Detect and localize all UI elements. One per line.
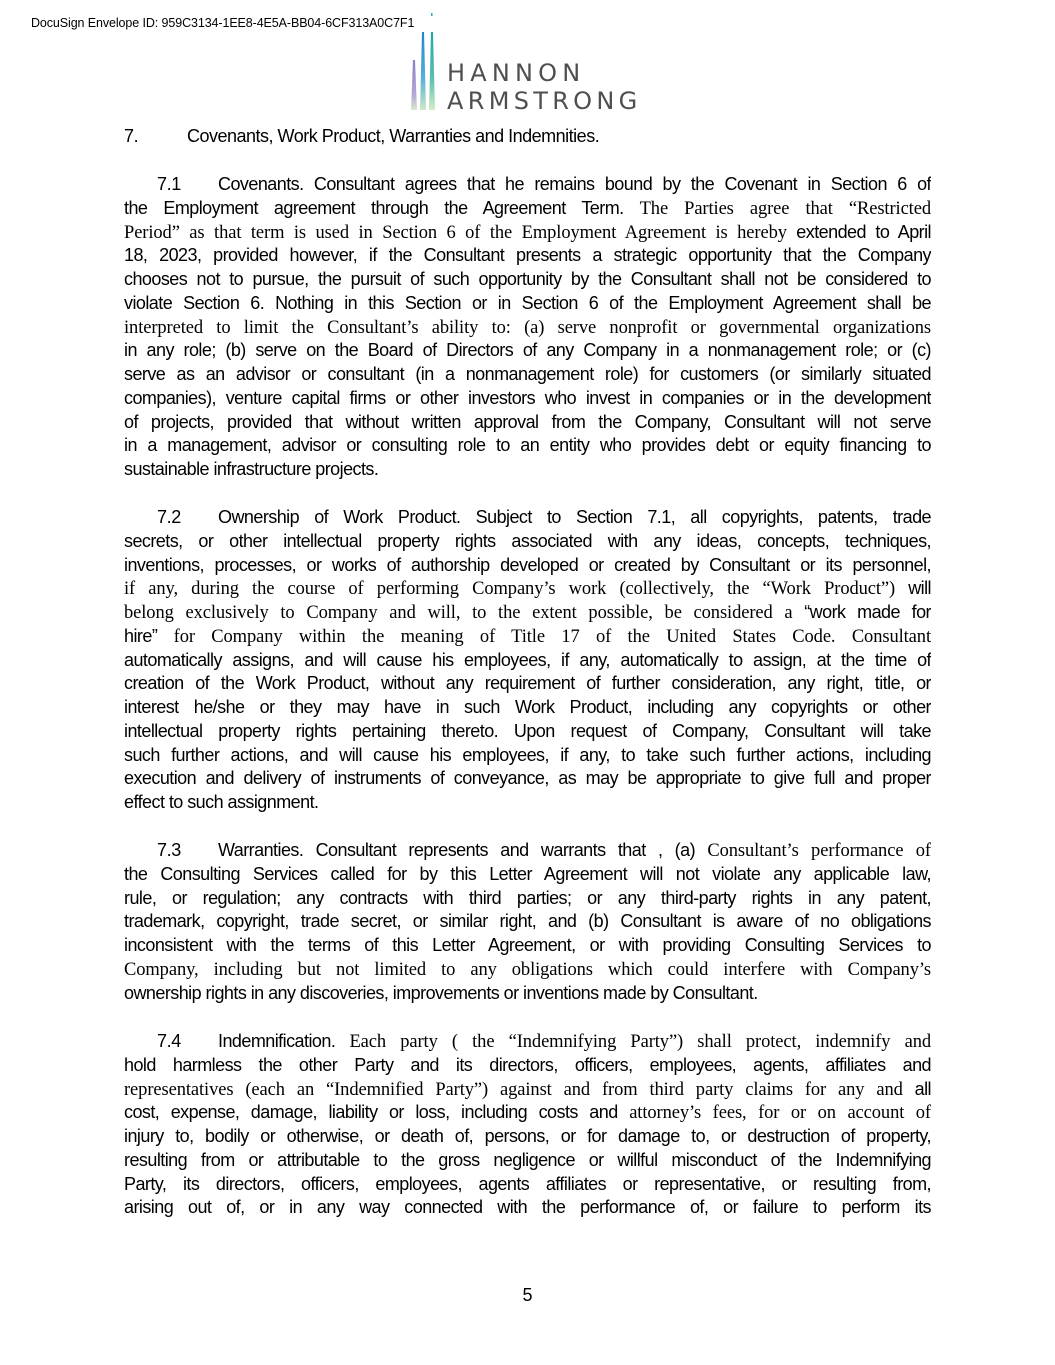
text-line [124, 695, 931, 719]
text-run: belong exclusively to Company and will, to the extent possible, be considered a [124, 603, 793, 623]
text-line [124, 719, 931, 743]
text-run: “work made for [792, 602, 931, 622]
text-line [124, 1148, 931, 1172]
text-run: chooses not to pursue, the pursuit of such opportunity by the Consultant shall not be considered to [124, 269, 931, 289]
text-line [124, 267, 931, 291]
paragraph-number: 7.1 [157, 174, 181, 194]
text-run: the Employment agreement through the Agreement Term. [124, 197, 640, 218]
text-run: sustainable infrastructure projects. [124, 459, 379, 479]
text-line [124, 291, 931, 315]
text-line [124, 1124, 931, 1148]
paragraph-number: 7.4 [157, 1031, 181, 1051]
text-run: creation of the Work Product, without any requirement of further consideration, any right, title, or [124, 673, 931, 694]
text-run: Indemnification. [218, 1031, 336, 1051]
text-run: Company, including but not limited to any obligations which could interfere with Company’s [124, 959, 931, 980]
text-run: representatives (each an “Indemnified Party”) against and from third party claims for any and [124, 1079, 903, 1100]
text-run: of projects, provided that without written approval from the Company, Consultant will not serve [124, 411, 931, 432]
paragraph-number: 7.2 [157, 507, 181, 527]
paragraph-number: 7.3 [157, 840, 181, 860]
text-line [124, 671, 931, 695]
text-line [124, 553, 931, 577]
logo-text-hannon: HANNON [447, 59, 586, 87]
text-run: resulting from or attributable to the gross negligence or willful misconduct of the Indemnifying [124, 1149, 931, 1170]
text-run: in a management, advisor or consulting role to an entity who provides debt or equity financing to [124, 435, 931, 456]
text-line [218, 505, 931, 529]
text-run: the Consulting Services called for by this Letter Agreement will not violate any applicable law, [124, 863, 931, 884]
text-run: violate Section 6. Nothing in this Section or in Section 6 of the Employment Agreement shall be [124, 292, 931, 313]
text-run: 18, 2023, provided however, if the Consultant presents a strategic opportunity that the Company [124, 245, 931, 266]
text-line [124, 600, 931, 624]
text-run: Covenants. Consultant agrees that he remains bound by the Covenant in Section 6 of [218, 174, 931, 194]
text-run: automatically assigns, and will cause his employees, if any, automatically to assign, at the time of [124, 649, 931, 670]
text-run: effect to such assignment. [124, 792, 319, 812]
text-run: Period” as that term is used in Section 6 of the Employment Agreement is hereby [124, 222, 787, 243]
text-run: cost, expense, damage, liability or loss, including costs and [124, 1102, 618, 1123]
text-line [124, 1195, 931, 1219]
docusign-envelope-id: DocuSign Envelope ID: 959C3134-1EE8-4E5A-BB04-6CF313A0C7F1 [31, 16, 415, 30]
text-line [124, 1172, 931, 1196]
text-line [124, 886, 931, 910]
text-line [124, 957, 931, 981]
text-line [124, 933, 931, 957]
text-line [124, 386, 931, 410]
text-line [124, 790, 931, 814]
text-run: secrets, or other intellectual property rights associated with any ideas, concepts, techniques, [124, 530, 931, 551]
text-run: injury to, bodily or otherwise, or death of, persons, or for damage to, or destruction of property, [124, 1126, 931, 1146]
text-run: Ownership of Work Product. Subject to Section 7.1, all copyrights, patents, trade [218, 507, 931, 527]
text-line [124, 1053, 931, 1077]
text-run: interpreted to limit the Consultant’s ability to: (a) serve nonprofit or governmental organizations [124, 317, 931, 338]
text-line [124, 338, 931, 362]
text-run: such further actions, and will cause his employees, if any, to take such further actions, including [124, 744, 931, 765]
text-line [124, 981, 931, 1005]
text-line [124, 529, 931, 553]
text-line [124, 576, 931, 600]
text-run: serve as an advisor or consultant (in a nonmanagement role) for customers (or similarly situated [124, 364, 931, 384]
text-run: rule, or regulation; any contracts with third parties; or any third-party rights in any patent, [124, 887, 931, 908]
text-run: in any role; (b) serve on the Board of Directors of any Company in a nonmanagement role; or (c) [124, 340, 931, 361]
text-line [124, 243, 931, 267]
text-run: hire” [124, 625, 158, 646]
text-line [124, 410, 931, 434]
text-line [124, 648, 931, 672]
text-line [124, 362, 931, 386]
text-run: arising out of, or in any way connected with the performance of, or failure to perform its [124, 1197, 931, 1218]
text-line [124, 457, 931, 481]
text-run: all [902, 1078, 931, 1099]
text-run: intellectual property rights pertaining thereto. Upon request of Company, Consultant will take [124, 720, 931, 741]
text-run: trademark, copyright, trade secret, or similar right, and (b) Consultant is aware of no obligations [124, 911, 931, 932]
text-run: The Parties agree that “Restricted [639, 198, 931, 219]
text-line [124, 433, 931, 457]
text-run: inventions, processes, or works of authorship developed or created by Consultant or its personnel, [124, 554, 931, 575]
text-line [124, 1100, 931, 1124]
text-run: will [895, 578, 931, 599]
text-run: for Company within the meaning of Title 17 of the United States Code. Consultant [157, 626, 931, 647]
text-run: inconsistent with the terms of this Letter Agreement, or with providing Consulting Services to [124, 935, 931, 955]
text-run: attorney’s fees, for or on account of [617, 1103, 931, 1124]
text-run: Party, its directors, officers, employees, agents affiliates or representative, or resulting from, [124, 1173, 931, 1194]
text-line [124, 862, 931, 886]
text-run: execution and delivery of instruments of conveyance, as may be appropriate to give full and proper [124, 768, 931, 789]
text-run: interest he/she or they may have in such Work Product, including any copyrights or other [124, 697, 931, 717]
text-run: Consultant’s performance of [695, 841, 931, 861]
section-title: Covenants, Work Product, Warranties and Indemnities. [187, 126, 600, 146]
text-run: Each party ( the “Indemnifying Party”) shall protect, indemnify and [335, 1032, 931, 1052]
text-run: hold harmless the other Party and its directors, officers, employees, agents, affiliates and [124, 1054, 931, 1075]
text-line [124, 624, 931, 648]
text-line [218, 838, 931, 862]
logo-text-armstrong: ARMSTRONG [447, 87, 642, 115]
section-number: 7. [124, 126, 139, 146]
text-line [218, 172, 931, 196]
text-run: companies), venture capital firms or other investors who invest in companies or in the development [124, 387, 931, 408]
text-run: ownership rights in any discoveries, improvements or inventions made by Consultant. [124, 982, 758, 1003]
text-run: extended to April [786, 221, 931, 242]
text-line [124, 220, 931, 244]
text-line [124, 315, 931, 339]
text-run: Warranties. Consultant represents and warrants that , (a) [218, 840, 696, 860]
text-line [218, 1029, 931, 1053]
page-number: 5 [522, 1285, 533, 1305]
text-line [124, 766, 931, 790]
text-line [124, 909, 931, 933]
text-line [124, 196, 931, 220]
text-line [124, 743, 931, 767]
text-run: if any, during the course of performing Company’s work (collectively, the “Work Product”) [124, 579, 896, 600]
text-line [124, 1077, 931, 1101]
